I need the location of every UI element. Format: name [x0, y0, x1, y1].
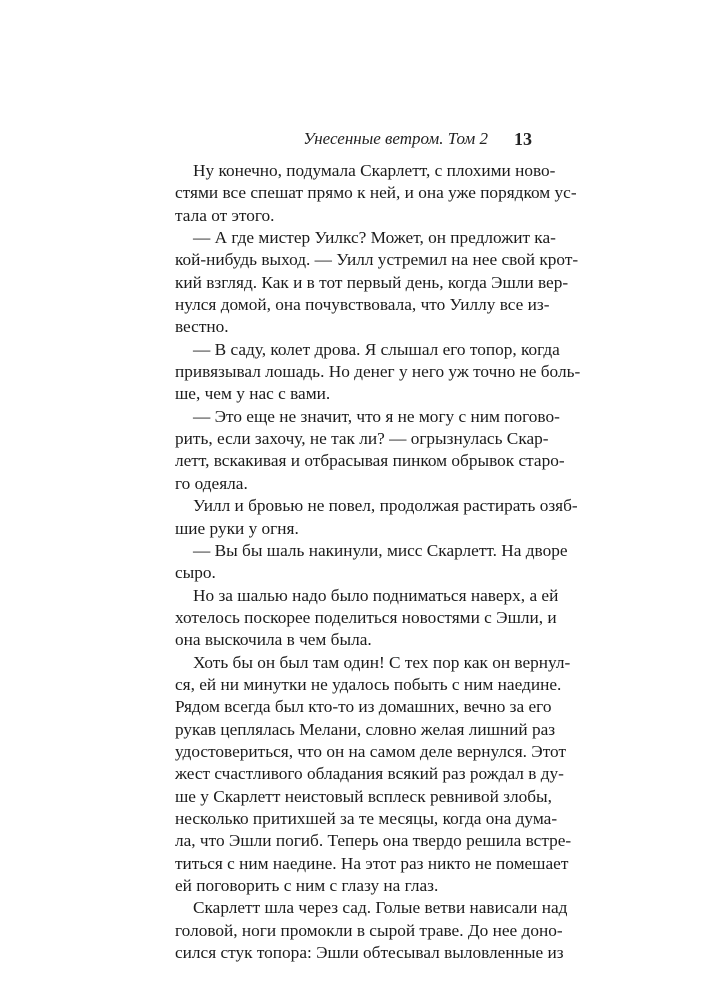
- text-line: рить, если захочу, не так ли? — огрызнулась Скар-: [175, 429, 549, 449]
- text-line: стями все спешат прямо к ней, и она уже порядком ус-: [175, 183, 577, 203]
- text-line: сился стук топора: Эшли обтесывал выловленные из: [175, 943, 564, 963]
- text-line: Скарлетт шла через сад. Голые ветви нависали над: [193, 898, 568, 918]
- text-line: летт, вскакивая и отбрасывая пинком обрывок старо-: [175, 451, 565, 471]
- text-line: го одеяла.: [175, 473, 248, 493]
- text-line: — А где мистер Уилкс? Может, он предложит ка-: [193, 228, 556, 248]
- text-line: шие руки у огня.: [175, 518, 299, 538]
- text-line: головой, ноги промокли в сырой траве. До нее доно-: [175, 920, 563, 940]
- text-line: ся, ей ни минутки не удалось побыть с ним наедине.: [175, 674, 562, 694]
- text-line: — В саду, колет дрова. Я слышал его топор, когда: [193, 339, 560, 359]
- running-title: Унесенные ветром. Том 2: [303, 129, 488, 148]
- page-number: 13: [514, 129, 532, 149]
- text-line: жест счастливого обладания всякий раз рождал в ду-: [175, 764, 564, 784]
- text-line: Уилл и бровью не повел, продолжая растирать озяб-: [193, 496, 578, 516]
- text-line: — Вы бы шаль накинули, мисс Скарлетт. На дворе: [193, 540, 568, 560]
- text-line: удостовериться, что он на самом деле вернулся. Этот: [175, 741, 566, 761]
- text-line: Но за шалью надо было подниматься наверх, а ей: [193, 585, 559, 605]
- text-line: ше у Скарлетт неистовый всплеск ревнивой злобы,: [175, 786, 552, 806]
- text-line: сыро.: [175, 563, 216, 583]
- text-line: она выскочила в чем была.: [175, 630, 372, 650]
- text-line: рукав цеплялась Мелани, словно желая лишний раз: [175, 719, 556, 739]
- text-line: несколько притихшей за те месяцы, когда она дума-: [175, 808, 558, 828]
- text-line: Хоть бы он был там один! С тех пор как он вернул-: [193, 652, 571, 672]
- text-line: ей поговорить с ним с глазу на глаз.: [175, 876, 439, 895]
- text-line: титься с ним наедине. На этот раз никто не помешает: [175, 853, 569, 873]
- text-line: ше, чем у нас с вами.: [175, 384, 331, 404]
- text-line: тала от этого.: [175, 205, 275, 225]
- text-line: ла, что Эшли погиб. Теперь она твердо решила встре-: [175, 831, 572, 851]
- body-text: [175, 160, 581, 964]
- text-line: нулся домой, она почувствовала, что Уиллу все из-: [175, 295, 550, 315]
- text-line: вестно.: [175, 317, 229, 337]
- text-line: — Это еще не значит, что я не могу с ним погово-: [193, 406, 560, 426]
- text-line: Рядом всегда был кто-то из домашних, вечно за его: [175, 697, 552, 717]
- text-line: кой-нибудь выход. — Уилл устремил на нее свой крот-: [175, 250, 579, 270]
- text-line: кий взгляд. Как и в тот первый день, когда Эшли вер-: [175, 272, 569, 292]
- text-line: привязывал лошадь. Но денег у него уж точно не боль-: [175, 362, 581, 382]
- text-line: хотелось поскорее поделиться новостями с Эшли, и: [175, 607, 557, 627]
- running-head: [175, 128, 532, 150]
- text-line: Ну конечно, подумала Скарлетт, с плохими ново-: [193, 161, 556, 180]
